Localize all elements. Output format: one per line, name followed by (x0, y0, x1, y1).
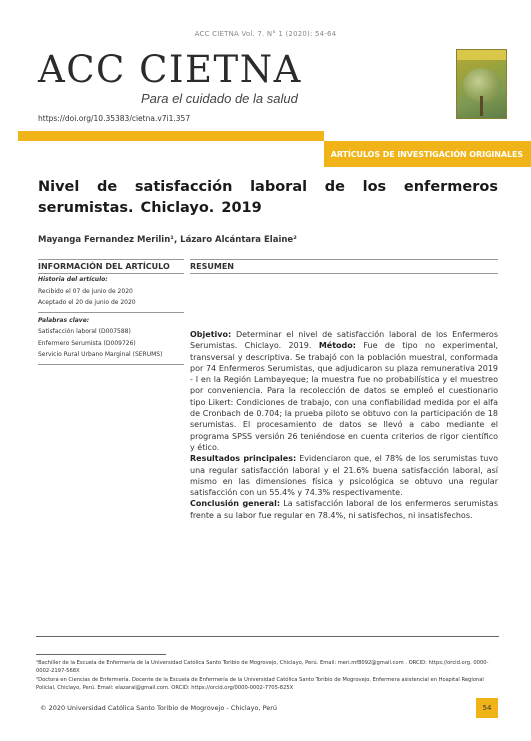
keyword-item: Servicio Rural Urbano Marginal (SERUMS) (38, 351, 163, 358)
abstract-paragraph-2 (190, 453, 498, 498)
method-label: Método: (318, 341, 356, 351)
running-head: ACC CIETNA Vol. 7. N° 1 (2020): 54-64 (194, 30, 337, 38)
footnote-1: ¹Bachiller de la Escuela de Enfermería de la Universidad Católica Santo Toribio de Mogrovejo, Chiclayo, Perú. Email: meri.mf8092@gmail.com . ORCID: https://orcid.org. 0000-0002-2197-568X (36, 660, 489, 675)
keywords-title: Palabras clave: (38, 316, 90, 324)
copyright-footer: © 2020 Universidad Católica Santo Toribio de Mogrovejo - Chiclayo, Perú (40, 704, 278, 712)
journal-logo (38, 48, 338, 106)
section-label: ARTÍCULOS DE INVESTIGACIÓN ORIGINALES (324, 141, 531, 167)
history-title: Historia del artículo: (38, 276, 108, 283)
method-text: Fue de tipo no experimental, transversal y descriptiva. Se trabajó con la población muestral, conformada por 74 Enfermeros Serumistas, que adjudicaron su plaza remunerativa 2019 - I en la Región Lambayeque; la muestra fue no probabilística y el muestreo por conveniencia. Para la recolección de datos se empleó el cuestionario tipo Likert: Condiciones de trabajo, con una confiabilidad medida por el alfa de Cronbach de 0.704; la prueba piloto se obtuvo con la participación de 18 serumistas. El procesamiento de datos se llevó a cabo mediante el programa SPSS versión 26 teniéndose en cuenta criterios de rigor científico y ético. (190, 341, 498, 452)
abstract-heading: RESUMEN (190, 259, 498, 274)
objective-text: Determinar el nivel de satisfacción laboral de los Enfermeros Serumistas. Chiclayo. 2019. (190, 330, 498, 351)
abstract-body (190, 329, 498, 521)
page-number: 54 (476, 698, 498, 718)
conclusion-label: Conclusión general: (190, 499, 281, 509)
divider (38, 312, 184, 313)
abstract-paragraph-1 (190, 329, 498, 453)
results-text: Evidenciaron que, el 78% de los serumistas tuvo una regular satisfacción laboral y el 21.6% buena satisfacción laboral, así mismo en las dimensiones física y psicológica se obtuvo una regular satisfacción con un 55.4% y 74.3% respectivamente. (190, 454, 499, 498)
objective-label: Objetivo: (190, 330, 232, 339)
article-info (38, 272, 184, 367)
accepted-date: Aceptado el 20 de junio de 2020 (38, 299, 136, 306)
accent-rule (18, 131, 324, 141)
article-title: Nivel de satisfacción laboral de los enfermeros serumistas. Chiclayo. 2019 (38, 179, 498, 216)
divider (38, 364, 184, 365)
results-label: Resultados principales: (190, 454, 297, 464)
journal-logo-title: ACC CIETNA (38, 48, 302, 91)
received-date: Recibido el 07 de junio de 2020 (38, 287, 133, 295)
footnote-short-divider (36, 654, 166, 655)
footnote-divider (36, 636, 499, 637)
journal-logo-subtitle: Para el cuidado de la salud (141, 91, 298, 106)
footnote-2: ²Doctora en Ciencias de Enfermería. Docente de la Escuela de Enfermería de la Universidad Católica Santo Toribio de Mogrovejo. Enfermera asistencial en Hospital Regional Policial, Chiclayo, Perú. Email: elazaral@gmail.com. ORCID: https://orcid.org/0000-0002-7705-825X (36, 676, 484, 691)
authors: Mayanga Fernandez Merilin¹, Lázaro Alcántara Elaine² (38, 235, 297, 245)
article-info-heading: INFORMACIÓN DEL ARTÍCULO (38, 259, 184, 274)
footnotes (36, 659, 498, 692)
conclusion-text: La satisfacción laboral de los enfermeros serumistas frente a su labor fue regular en 78.4%, ni satisfechos, ni insatisfechos. (190, 499, 498, 520)
doi-link[interactable]: https://doi.org/10.35383/cietna.v7i1.357 (38, 114, 191, 123)
keyword-item: Satisfacción laboral (D007588) (38, 328, 131, 335)
journal-cover-image (456, 49, 507, 119)
abstract-paragraph-3 (190, 498, 498, 521)
keyword-item: Enfermero Serumista (D009726) (38, 339, 136, 347)
